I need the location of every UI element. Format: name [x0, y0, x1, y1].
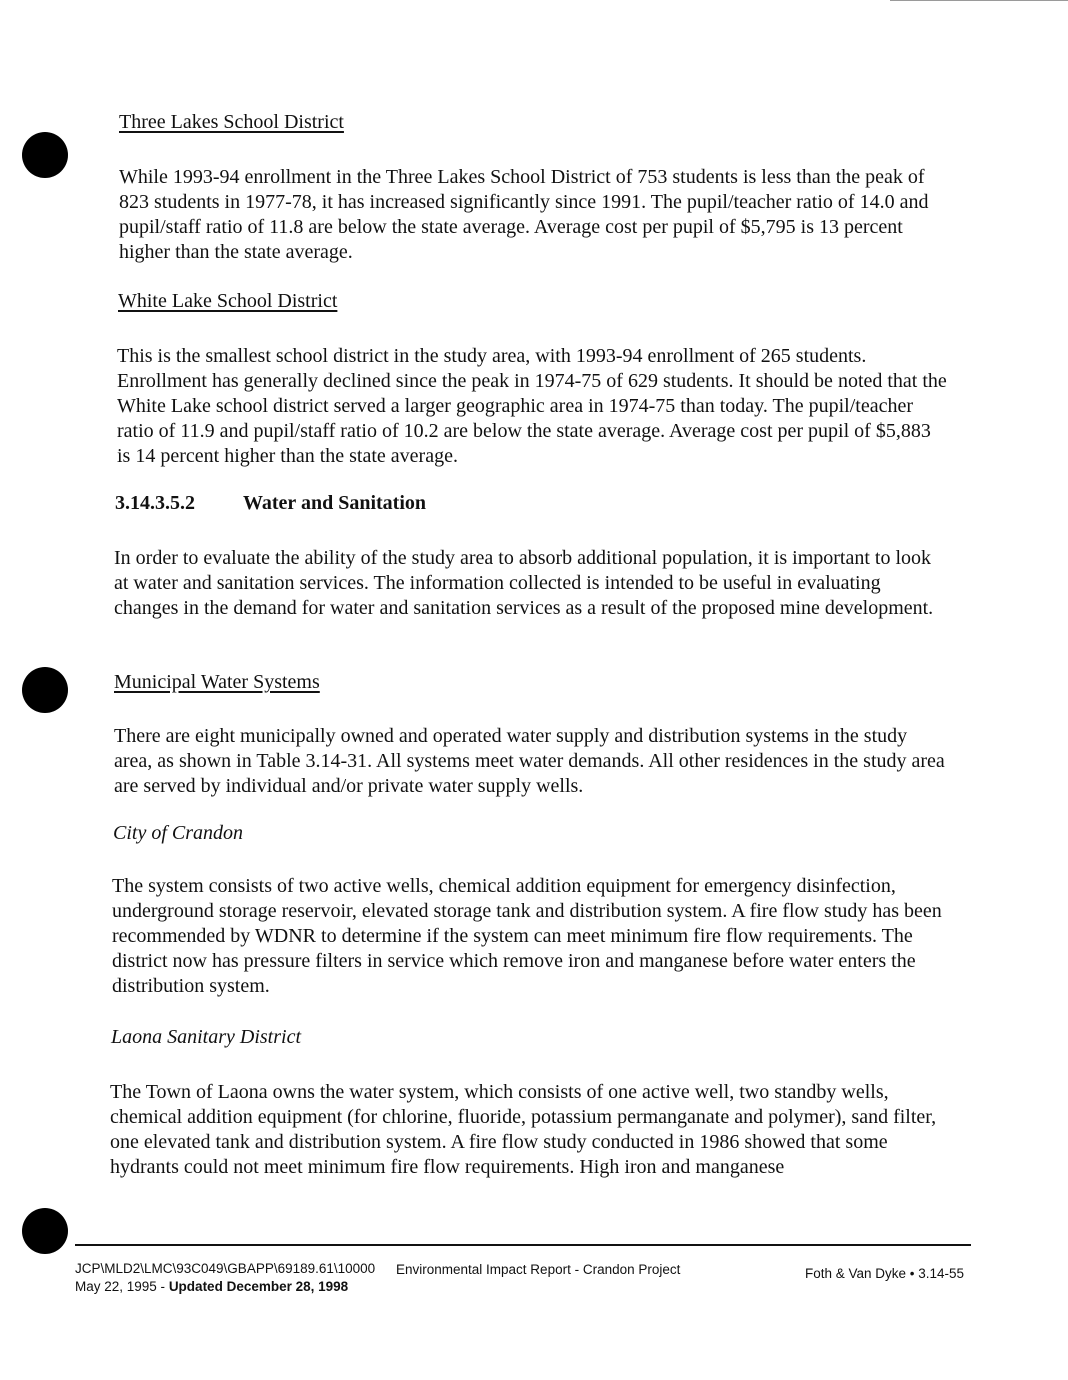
section-heading [115, 492, 426, 515]
paragraph-white-lake: This is the smallest school district in the study area, with 1993-94 enrollment of 265 students. Enrollment has generally declined since the peak in 1974-75 of 629 students. It should be noted that the White Lake school district served a larger geographic area in 1974-75 than today. The pupil/teacher ratio of 11.9 and pupil/staff ratio of 10.2 are below the state average. Average cost per pupil of $5,883 is 14 percent higher than the state average. [117, 345, 947, 467]
paragraph-city-of-crandon: The system consists of two active wells, chemical addition equipment for emergency disinfection, underground storage reservoir, elevated storage tank and distribution system. A fire flow study has been recommended by WDNR to determine if the system can meet minimum fire flow requirements. The district now has pressure filters in service which remove iron and manganese before water enters the distribution system. [112, 875, 942, 997]
heading-city-of-crandon: City of Crandon [113, 822, 244, 844]
heading-white-lake: White Lake School District [118, 290, 338, 312]
paragraph-laona-sanitary: The Town of Laona owns the water system, which consists of one active well, two standby wells, chemical addition equipment (for chlorine, fluoride, potassium permanganate and polymer), sand filter, one elevated tank and distribution system. A fire flow study conducted in 1986 showed that some hydrants could not meet minimum fire flow requirements. High iron and manganese [110, 1081, 937, 1178]
heading-laona-sanitary: Laona Sanitary District [111, 1026, 302, 1048]
binder-hole-bottom [22, 1208, 68, 1254]
footer-updated-date: Updated December 28, 1998 [168, 1279, 349, 1294]
footer-file-info [75, 1260, 375, 1296]
section-number: 3.14.3.5.2 [115, 492, 195, 514]
footer-date: May 22, 1995 - [75, 1279, 169, 1294]
paragraph-water-sanitation: In order to evaluate the ability of the study area to absorb additional population, it is important to look at water and sanitation services. The information collected is intended to be useful in evaluating changes in the demand for water and sanitation services as a result of the proposed mine development. [114, 547, 934, 619]
heading-three-lakes: Three Lakes School District [119, 111, 344, 133]
section-title: Water and Sanitation [243, 492, 426, 514]
top-edge-rule [890, 0, 1068, 1]
binder-hole-middle [22, 667, 68, 713]
footer-divider [75, 1244, 971, 1246]
footer-report-title: Environmental Impact Report - Crandon Project [396, 1262, 681, 1277]
footer-page-ref: Foth & Van Dyke • 3.14-55 [805, 1266, 965, 1281]
footer-file-path: JCP\MLD2\LMC\93C049\GBAPP\69189.61\10000 [75, 1261, 376, 1276]
paragraph-three-lakes: While 1993-94 enrollment in the Three Lakes School District of 753 students is less than the peak of 823 students in 1977-78, it has increased significantly since 1991. The pupil/teacher ratio of 14.0 and pupil/staff ratio of 11.8 are below the state average. Average cost per pupil of $5,795 is 13 percent higher than the state average. [119, 166, 929, 263]
paragraph-municipal-water: There are eight municipally owned and operated water supply and distribution systems in the study area, as shown in Table 3.14-31. All systems meet water demands. All other residences in the study area are served by individual and/or private water supply wells. [114, 725, 945, 797]
heading-municipal-water: Municipal Water Systems [114, 671, 320, 693]
binder-hole-top [22, 132, 68, 178]
footer-date-line [75, 1278, 375, 1296]
